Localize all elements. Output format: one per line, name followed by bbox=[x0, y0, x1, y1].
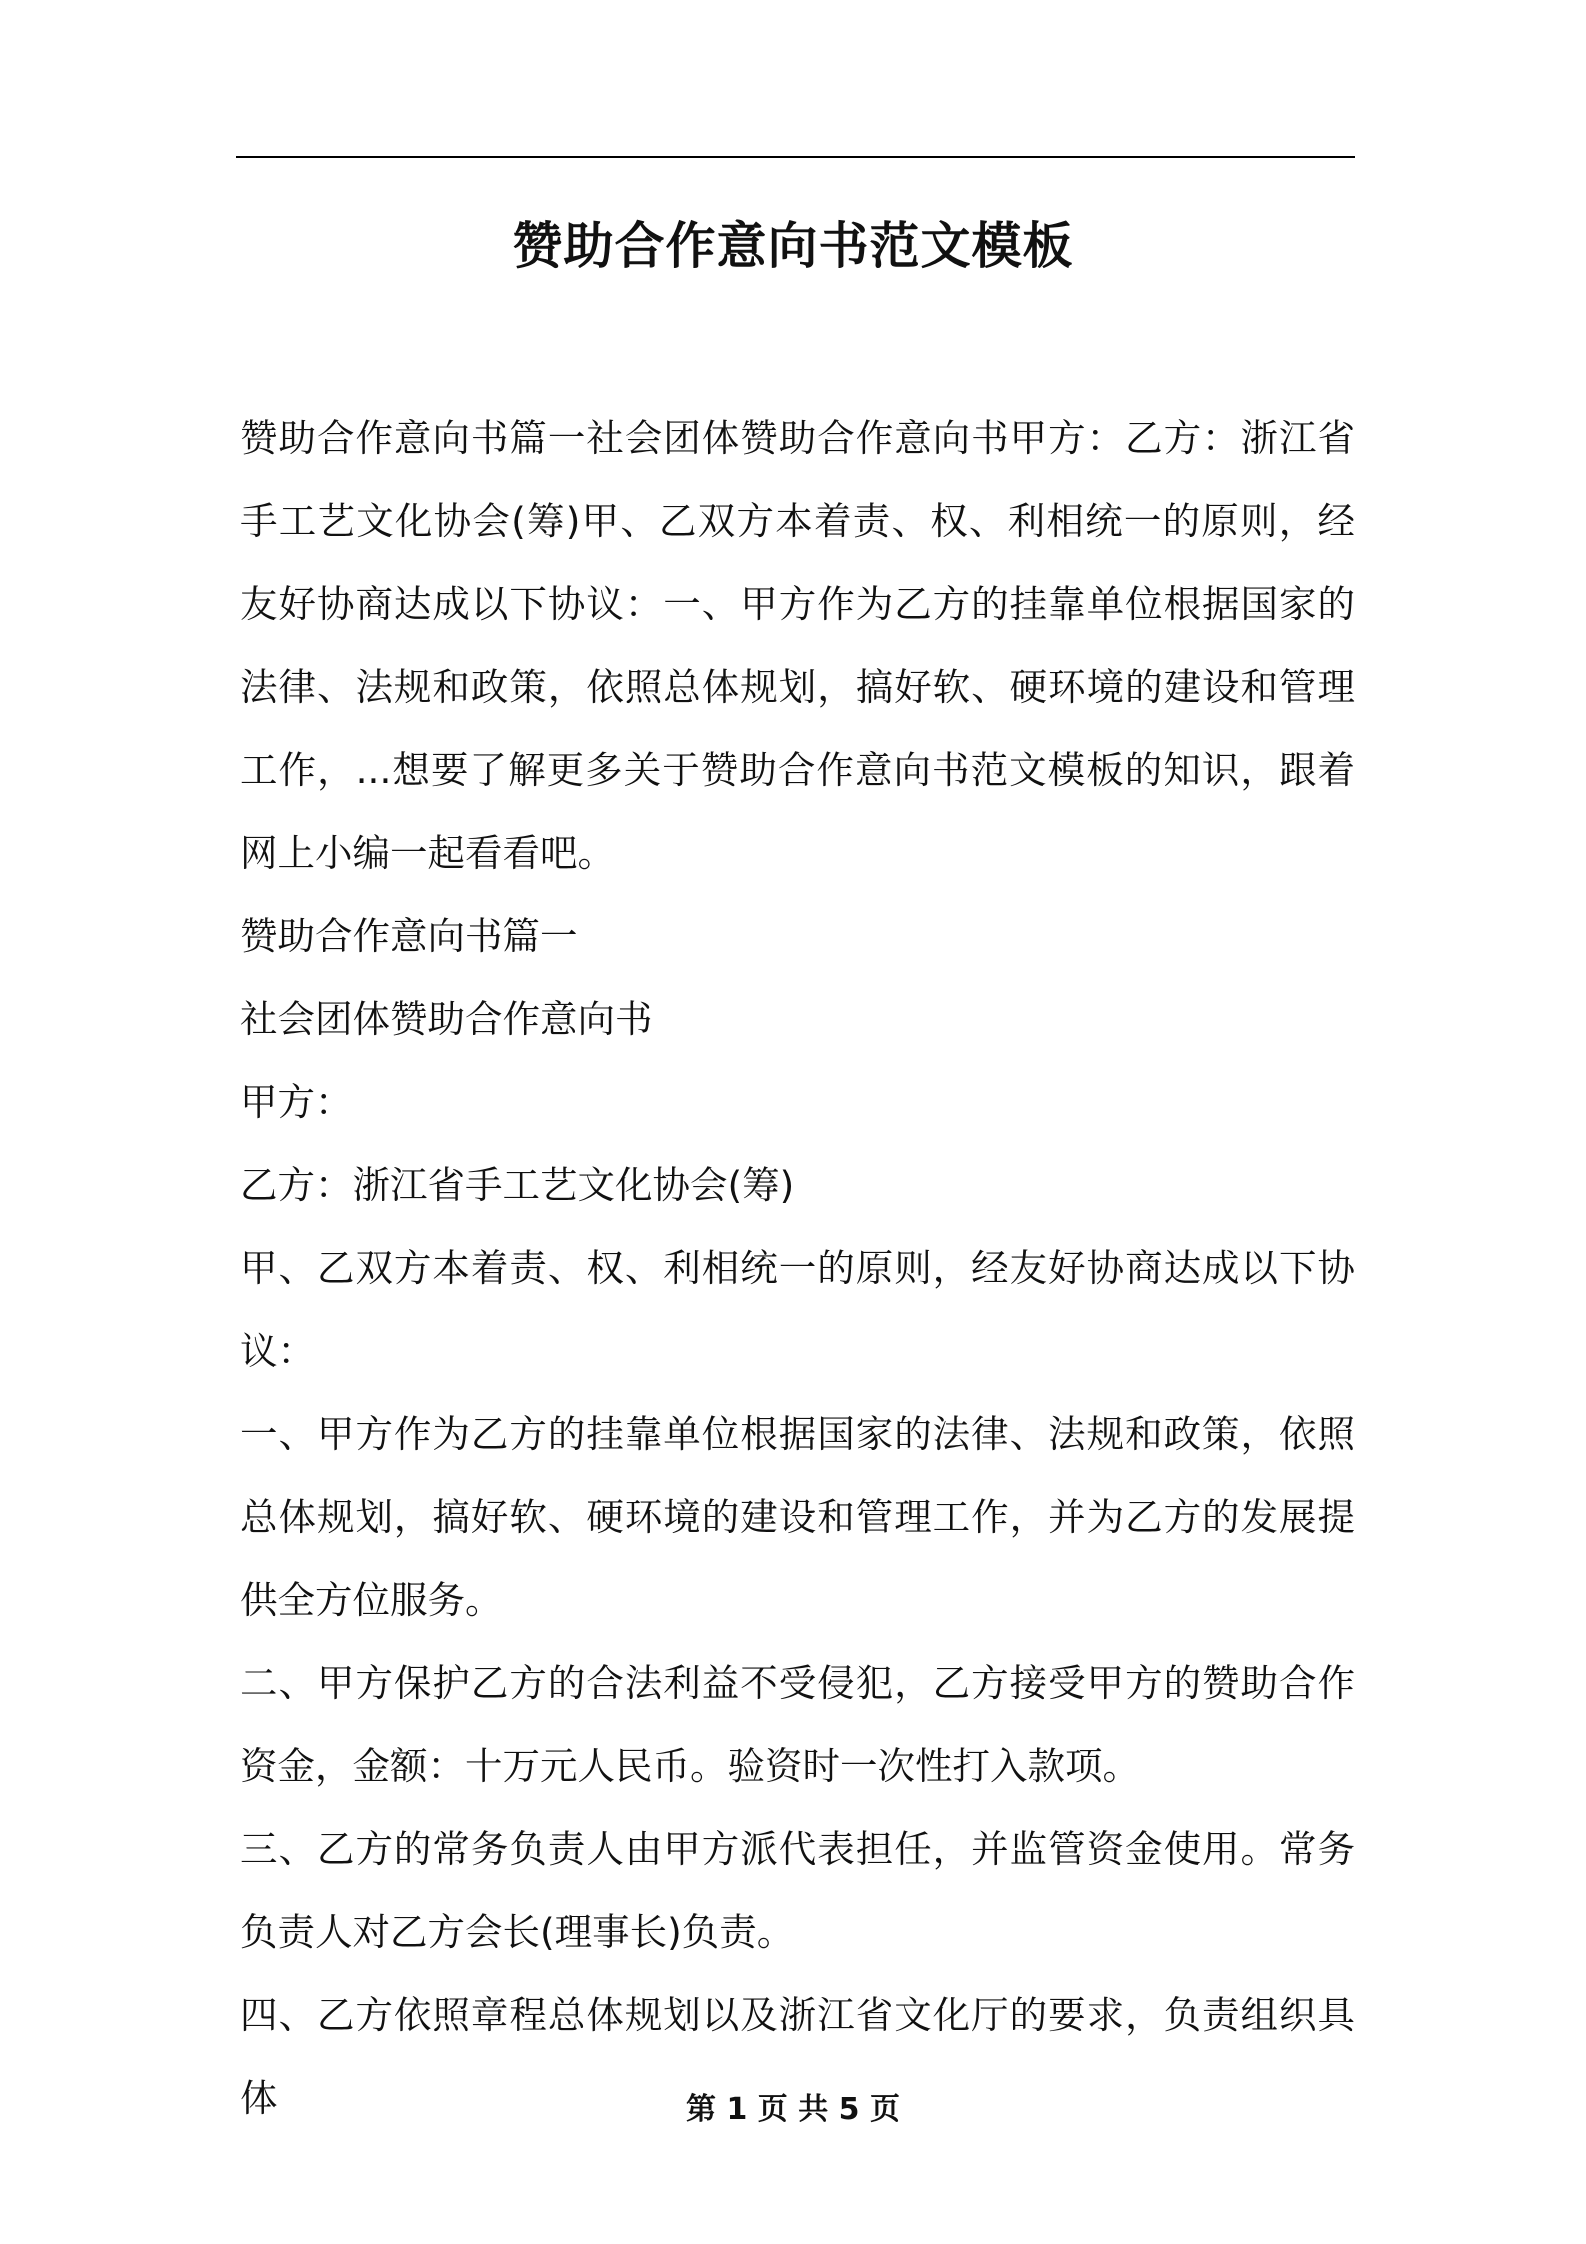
document-body bbox=[240, 397, 1355, 2140]
paragraph-clause-1: 一、甲方作为乙方的挂靠单位根据国家的法律、法规和政策，依照总体规划，搞好软、硬环境的建设和管理工作，并为乙方的发展提供全方位服务。 bbox=[240, 1412, 1355, 1622]
paragraph-agreement-intro: 甲、乙双方本着责、权、利相统一的原则，经友好协商达成以下协议： bbox=[240, 1246, 1355, 1373]
header-rule bbox=[236, 156, 1355, 158]
paragraph-clause-3: 三、乙方的常务负责人由甲方派代表担任，并监管资金使用。常务负责人对乙方会长(理事长)负责。 bbox=[240, 1827, 1355, 1954]
paragraph-intro: 赞助合作意向书篇一社会团体赞助合作意向书甲方：乙方：浙江省手工艺文化协会(筹)甲、乙双方本着责、权、利相统一的原则，经友好协商达成以下协议：一、甲方作为乙方的挂靠单位根据国家的法律、法规和政策，依照总体规划，搞好软、硬环境的建设和管理工作，...想要了解更多关于赞助合作意向书范文模板的知识，跟着网上小编一起看看吧。 bbox=[240, 416, 1355, 875]
paragraph-clause-2: 二、甲方保护乙方的合法利益不受侵犯，乙方接受甲方的赞助合作资金，金额：十万元人民币。验资时一次性打入款项。 bbox=[240, 1661, 1355, 1788]
paragraph-subtitle: 社会团体赞助合作意向书 bbox=[240, 997, 653, 1041]
paragraph-party-a: 甲方： bbox=[240, 1080, 353, 1124]
page-number: 第 1 页 共 5 页 bbox=[686, 2092, 900, 2127]
paragraph-clause-4: 四、乙方依照章程总体规划以及浙江省文化厅的要求，负责组织具体 bbox=[240, 1993, 1355, 2120]
document-title: 赞助合作意向书范文模板 bbox=[512, 217, 1074, 275]
paragraph-party-b: 乙方：浙江省手工艺文化协会(筹) bbox=[240, 1163, 795, 1207]
paragraph-section-heading: 赞助合作意向书篇一 bbox=[240, 914, 578, 958]
